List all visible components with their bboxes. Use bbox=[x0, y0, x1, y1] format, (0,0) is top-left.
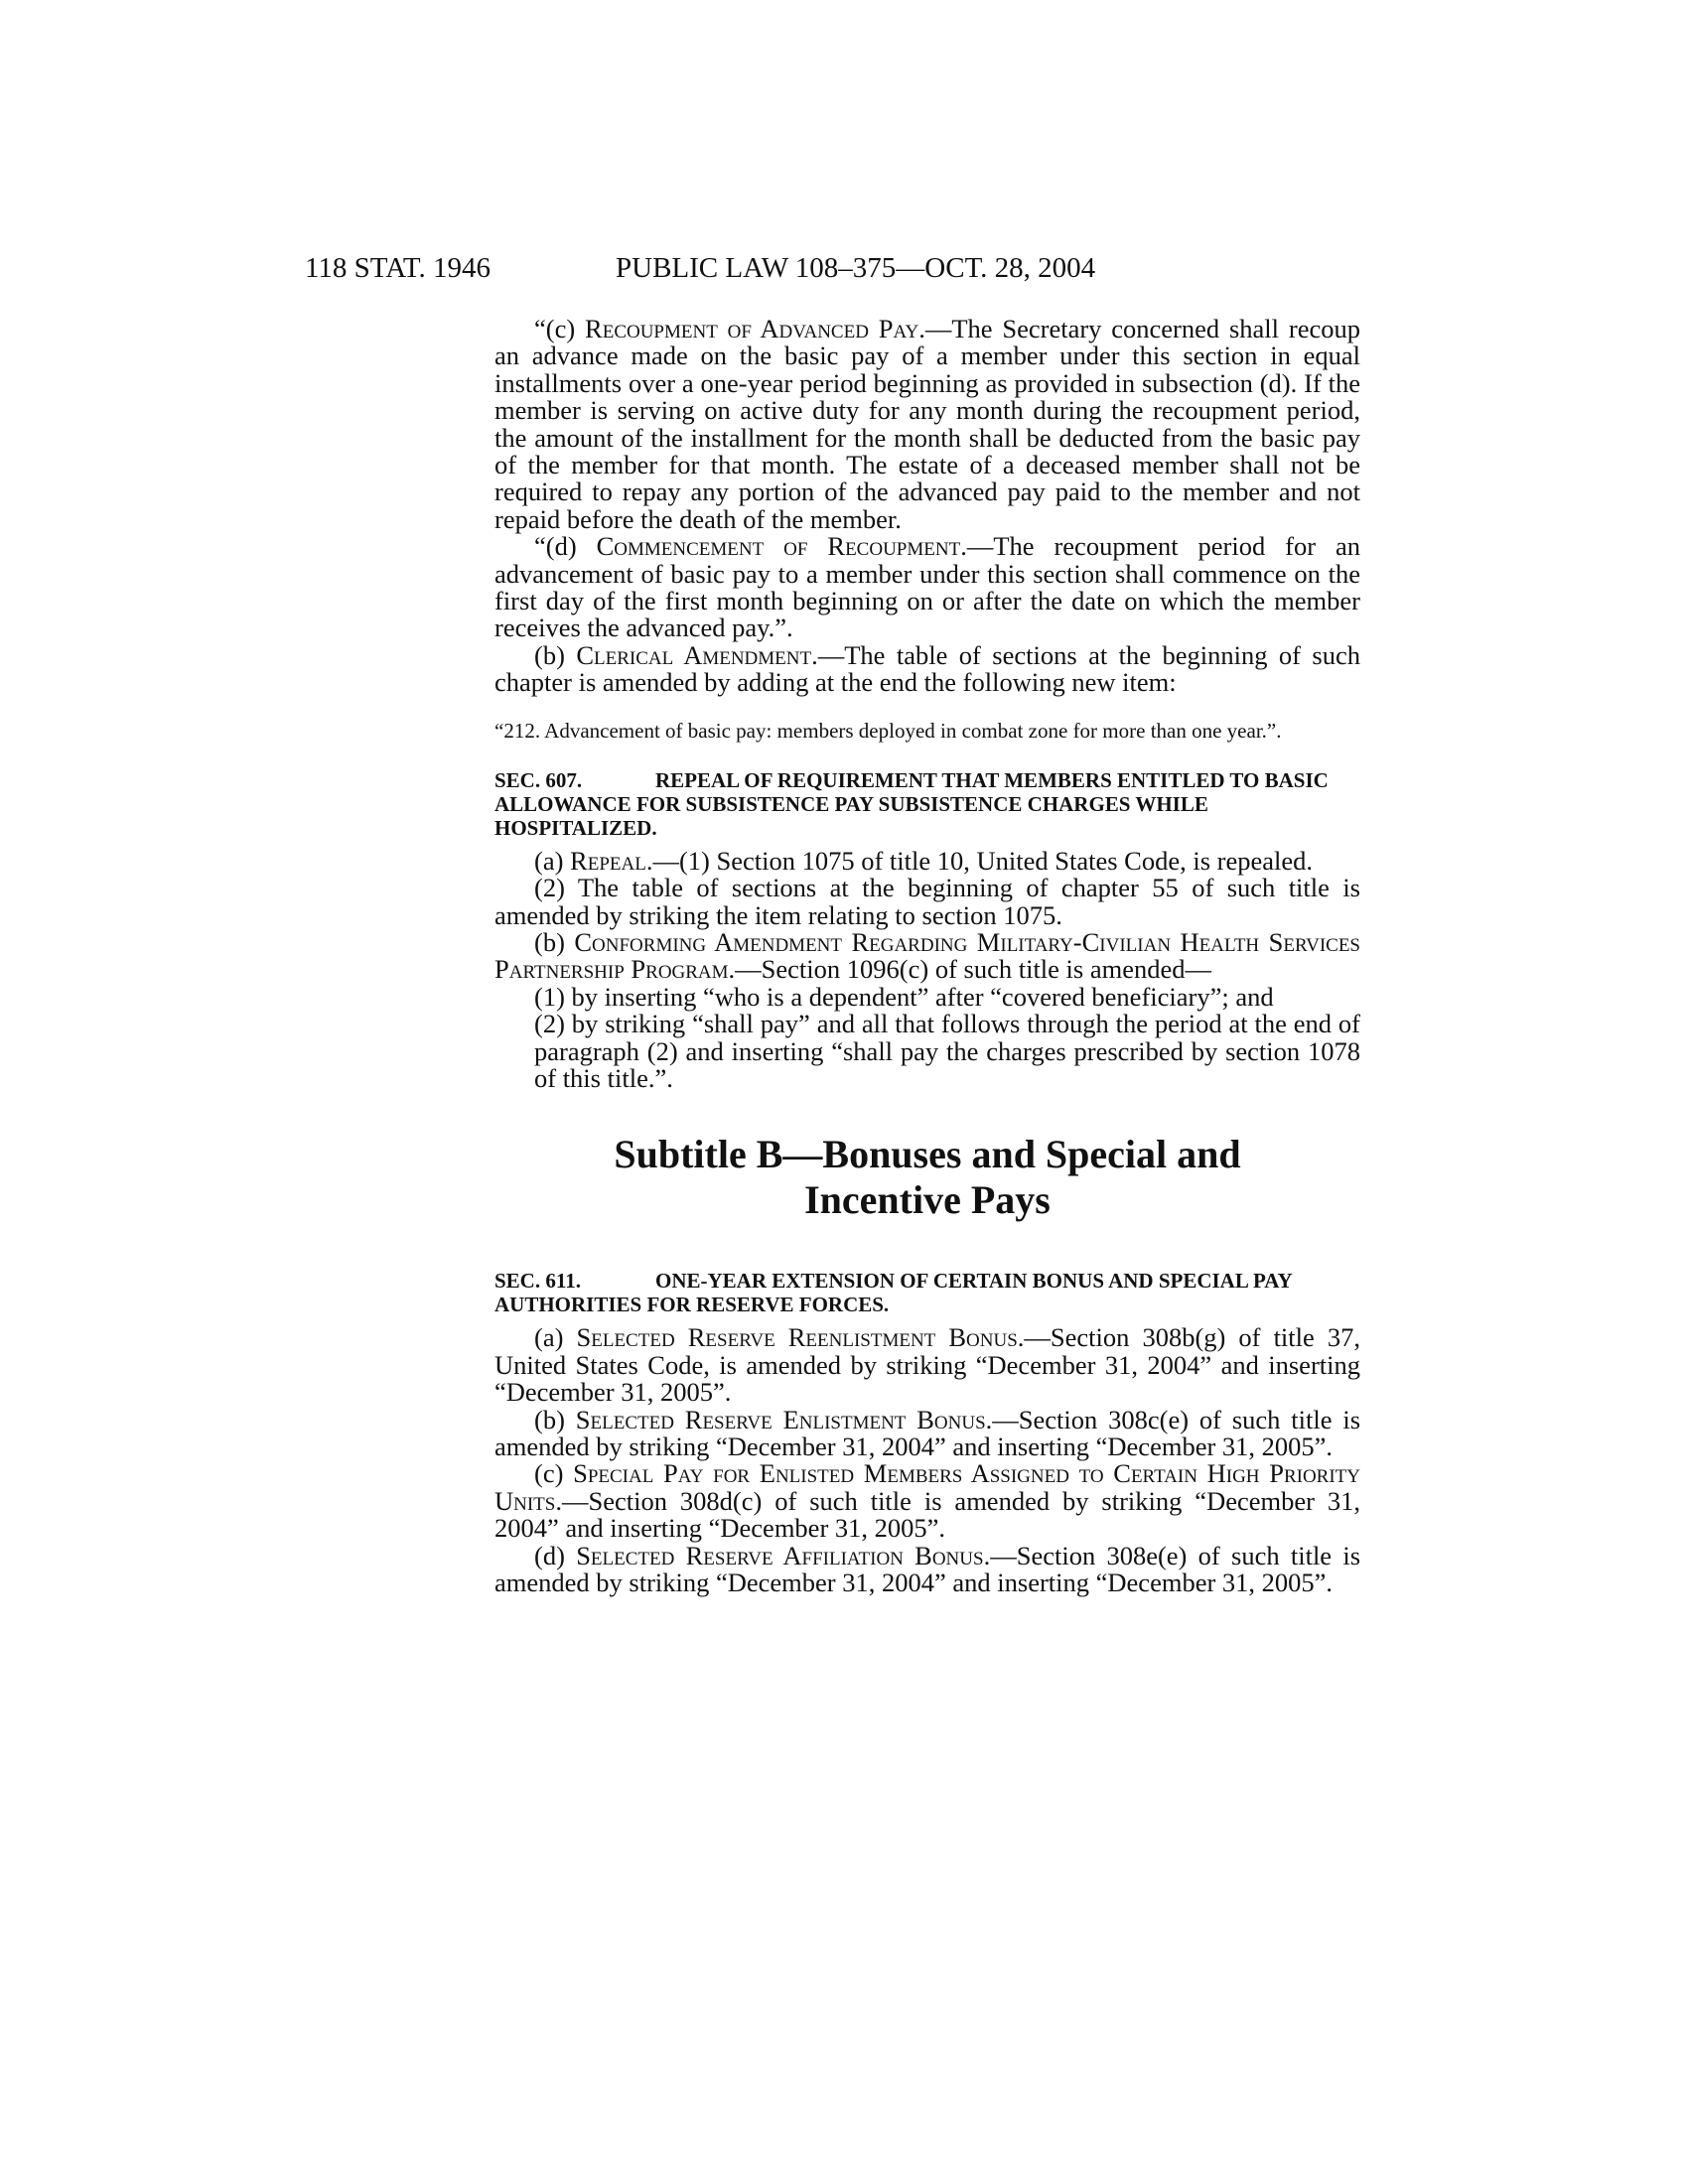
paragraph-heading: Selected Reserve Affiliation Bonus. bbox=[576, 1540, 991, 1570]
paragraph-heading: Repeal. bbox=[570, 845, 653, 876]
section-number: SEC. 607. bbox=[494, 767, 583, 792]
paragraph-heading: Selected Reserve Enlistment Bonus. bbox=[575, 1404, 993, 1434]
public-law-citation: PUBLIC LAW 108–375—OCT. 28, 2004 bbox=[616, 252, 1096, 284]
paragraph-heading: Conforming Amendment Regarding Military-Civilian Health Services Partnership Program. bbox=[494, 926, 1360, 985]
paragraph-heading: Recoupment of Advanced Pay. bbox=[585, 314, 925, 343]
sec611-paragraph-d: (d) Selected Reserve Affiliation Bonus.—Section 308e(e) of such title is amended by striking “December 31, 2004” and inserting “December 31, 2005”. bbox=[494, 1540, 1361, 1597]
sec607-paragraph-b: (b) Conforming Amendment Regarding Military-Civilian Health Services Partnership Program.—Section 1096(c) of such title is amended— bbox=[494, 926, 1360, 985]
sec607-paragraph-a2: (2) The table of sections at the beginning of chapter 55 of such title is amended by striking the item relating to section 1075. bbox=[494, 873, 1360, 930]
sec607-paragraph-b2: (2) by striking “shall pay” and all that follows through the period at the end of paragraph (2) and inserting “shall pay the charges prescribed by section 1078 of this title.”. bbox=[534, 1009, 1360, 1093]
sec611-paragraph-b: (b) Selected Reserve Enlistment Bonus.—Section 308c(e) of such title is amended by striking “December 31, 2004” and inserting “December 31, 2005”. bbox=[494, 1404, 1361, 1461]
sec611-paragraph-c: (c) Special Pay for Enlisted Members Assigned to Certain High Priority Units.—Section 308d(c) of such title is amended by striking “December 31, 2004” and inserting “December 31, 2005”. bbox=[494, 1458, 1360, 1544]
document-body bbox=[494, 316, 1360, 1596]
paragraph-c-recoupment: “(c) Recoupment of Advanced Pay.—The Secretary concerned shall recoup an advance made on the basic pay of a member under this section in equal installments over a one-year period beginning as provided in subsection (d). If the member is serving on active duty for any month during the recoupment period, the amount of the installment for the month shall be deducted from the basic pay of the member for that month. The estate of a deceased member shall not be required to repay any portion of the advanced pay paid to the member and not repaid before the death of the member. bbox=[494, 314, 1360, 534]
subtitle-heading bbox=[494, 1132, 1360, 1223]
page-header bbox=[0, 248, 1688, 288]
section-611-heading bbox=[494, 1269, 1360, 1316]
paragraph-heading: Selected Reserve Reenlistment Bonus. bbox=[576, 1322, 1025, 1353]
paragraph-heading: Clerical Amendment. bbox=[576, 639, 818, 670]
section-title: ONE-YEAR EXTENSION OF CERTAIN BONUS AND SPECIAL PAY AUTHORITIES FOR RESERVE FORCES. bbox=[494, 1269, 1292, 1317]
subtitle-line-2: Incentive Pays bbox=[804, 1177, 1051, 1223]
section-607-heading bbox=[494, 768, 1360, 840]
paragraph-b-clerical-amendment: (b) Clerical Amendment.—The table of sections at the beginning of such chapter is amended by adding at the end the following new item: bbox=[494, 639, 1360, 698]
stat-citation: 118 STAT. 1946 bbox=[305, 252, 491, 284]
sec607-paragraph-a: (a) Repeal.—(1) Section 1075 of title 10, United States Code, is repealed. bbox=[534, 845, 1314, 876]
sec607-paragraph-b1: (1) by inserting “who is a dependent” after “covered beneficiary”; and bbox=[534, 981, 1274, 1012]
table-of-sections-item: “212. Advancement of basic pay: members deployed in combat zone for more than one year.”. bbox=[494, 718, 1282, 743]
sec611-paragraph-a: (a) Selected Reserve Reenlistment Bonus.—Section 308b(g) of title 37, United States Code, is amended by striking “December 31, 2004” and inserting “December 31, 2005”. bbox=[494, 1322, 1360, 1408]
paragraph-d-commencement: “(d) Commencement of Recoupment.—The recoupment period for an advancement of basic pay to a member under this section shall commence on the first day of the first month beginning on or after the date on which the member receives the advanced pay.”. bbox=[494, 531, 1360, 643]
section-number: SEC. 611. bbox=[494, 1269, 581, 1294]
section-title: REPEAL OF REQUIREMENT THAT MEMBERS ENTITLED TO BASIC ALLOWANCE FOR SUBSISTENCE PAY SUBSISTENCE CHARGES WHILE HOSPITALIZED. bbox=[494, 767, 1329, 840]
paragraph-heading: Commencement of Recoupment. bbox=[596, 531, 967, 562]
subtitle-line-1: Subtitle B—Bonuses and Special and bbox=[614, 1132, 1241, 1177]
paragraph-heading: Special Pay for Enlisted Members Assigned to Certain High Priority Units. bbox=[494, 1458, 1360, 1516]
